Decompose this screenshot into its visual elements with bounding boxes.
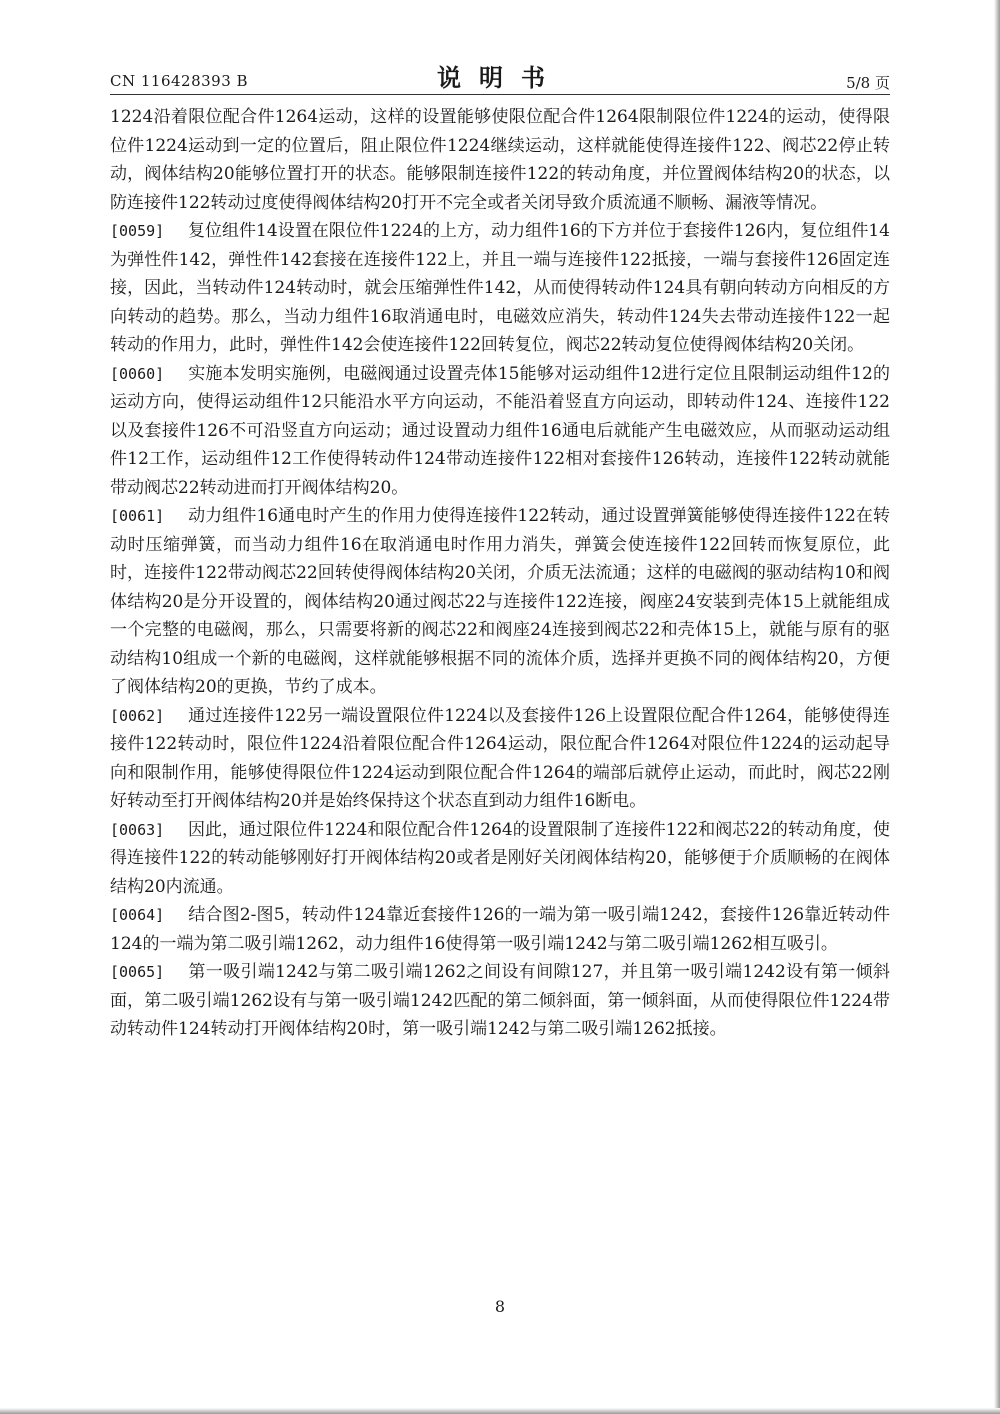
page-count: 5/8 页 xyxy=(846,74,890,92)
document-title: 说明书 xyxy=(437,63,563,92)
paragraph-text: 通过连接件122另一端设置限位件1224以及套接件126上设置限位配合件1264，能够使得连接件122转动时，限位件1224沿着限位配合件1264运动，限位配合件1264对限位件1224的运动起导向和限制作用，能够使得限位件1224运动到限位配合件1264的端部后就停止运动，而此时，阀芯22刚好转动至打开阀体结构20并是始终保持这个状态直到动力组件16断电。 xyxy=(110,705,890,811)
page-number: 8 xyxy=(494,1297,506,1316)
paragraph xyxy=(110,103,890,217)
paragraph-number: [0064] xyxy=(110,906,165,924)
paragraph-number: [0059] xyxy=(110,222,165,240)
paragraph xyxy=(110,901,890,958)
paragraph xyxy=(110,958,890,1044)
paragraph-number: [0062] xyxy=(110,706,165,725)
paragraph xyxy=(110,702,890,816)
document-body xyxy=(110,103,890,1044)
paragraph xyxy=(110,816,890,902)
header-divider xyxy=(110,94,890,95)
paragraph xyxy=(110,502,890,702)
paragraph-number: [0063] xyxy=(110,820,165,839)
page-header xyxy=(110,58,890,92)
paragraph-text: 动力组件16通电时产生的作用力使得连接件122转动，通过设置弹簧能够使得连接件122在转动时压缩弹簧，而当动力组件16在取消通电时作用力消失，弹簧会使连接件122回转而恢复原位，此时，连接件122带动阀芯22回转使得阀体结构20关闭，介质无法流通；这样的电磁阀的驱动结构10和阀体结构20是分开设置的，阀体结构20通过阀芯22与连接件122连接，阀座24安装到壳体15上就能组成一个完整的电磁阀，那么，只需要将新的阀芯22和阀座24连接到阀芯22和壳体15上，就能与原有的驱动结构10组成一个新的电磁阀，这样就能够根据不同的流体介质，选择并更换不同的阀体结构20，方便了阀体结构20的更换，节约了成本。 xyxy=(110,506,890,697)
paragraph-text: 1224沿着限位配合件1264运动，这样的设置能够使限位配合件1264限制限位件1224的运动，使得限位件1224运动到一定的位置后，阻止限位件1224继续运动，这样就能使得连接件122、阀芯22停止转动，阀体结构20能够位置打开的状态。能够限制连接件122的转动角度，并位置阀体结构20的状态，以防连接件122转动过度使得阀体结构20打开不完全或者关闭导致介质流通不顺畅、漏液等情况。 xyxy=(110,107,890,213)
paragraph-number: [0061] xyxy=(110,507,165,525)
paragraph xyxy=(110,360,890,503)
paragraph-text: 实施本发明实施例，电磁阀通过设置壳体15能够对运动组件12进行定位且限制运动组件12的运动方向，使得运动组件12只能沿水平方向运动，不能沿着竖直方向运动，即转动件124、连接件122以及套接件126不可沿竖直方向运动；通过设置动力组件16通电后就能产生电磁效应，从而驱动运动组件12工作，运动组件12工作使得转动件124带动连接件122相对套接件126转动，连接件122转动就能带动阀芯22转动进而打开阀体结构20。 xyxy=(110,363,890,498)
paragraph-number: [0060] xyxy=(110,364,165,383)
paragraph-text: 因此，通过限位件1224和限位配合件1264的设置限制了连接件122和阀芯22的转动角度，使得连接件122的转动能够刚好打开阀体结构20或者是刚好关闭阀体结构20，能够便于介质顺畅的在阀体结构20内流通。 xyxy=(110,819,890,897)
paragraph-text: 结合图2-图5，转动件124靠近套接件126的一端为第一吸引端1242，套接件126靠近转动件124的一端为第二吸引端1262，动力组件16使得第一吸引端1242与第二吸引端1262相互吸引。 xyxy=(110,905,890,954)
page-edge-shadow xyxy=(994,0,1000,1414)
page-edge-shadow xyxy=(0,1408,1000,1414)
patent-number: CN 116428393 B xyxy=(110,72,249,90)
paragraph-number: [0065] xyxy=(110,963,165,981)
paragraph-text: 复位组件14设置在限位件1224的上方，动力组件16的下方并位于套接件126内，复位组件14为弹性件142，弹性件142套接在连接件122上，并且一端与连接件122抵接，一端与套接件126固定连接，因此，当转动件124转动时，就会压缩弹性件142，从而使得转动件124具有朝向转动方向相反的方向转动的趋势。那么，当动力组件16取消通电时，电磁效应消失，转动件124失去带动连接件122一起转动的作用力，此时，弹性件142会使连接件122回转复位，阀芯22转动复位使得阀体结构20关闭。 xyxy=(110,221,890,355)
paragraph xyxy=(110,217,890,360)
paragraph-text: 第一吸引端1242与第二吸引端1262之间设有间隙127，并且第一吸引端1242设有第一倾斜面，第二吸引端1262设有与第一吸引端1242匹配的第二倾斜面，第一倾斜面，从而使得限位件1224带动转动件124转动打开阀体结构20时，第一吸引端1242与第二吸引端1262抵接。 xyxy=(110,962,890,1039)
